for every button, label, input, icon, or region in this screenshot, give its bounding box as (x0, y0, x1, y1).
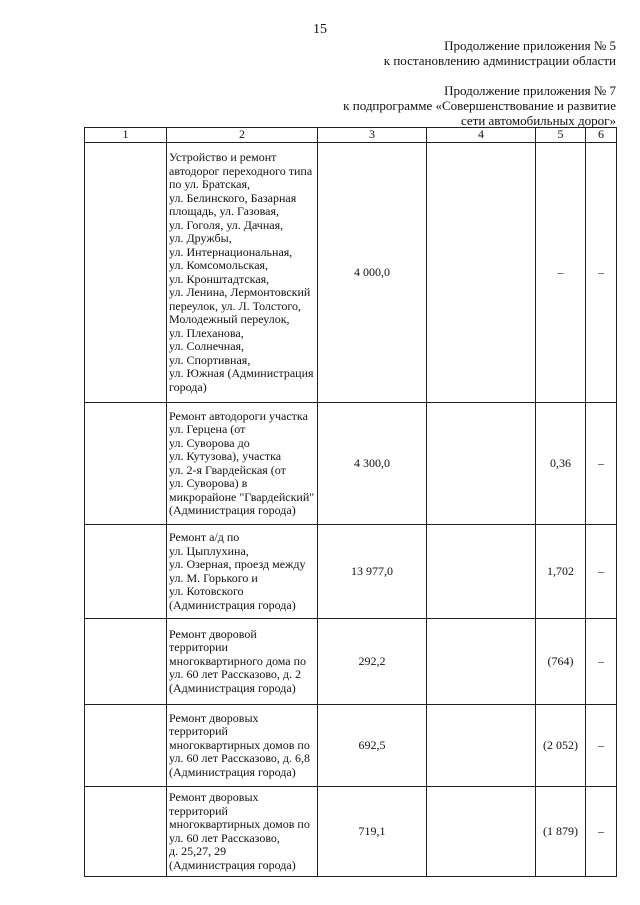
table-row (85, 705, 617, 787)
cell-col5: (2 052) (536, 705, 586, 787)
cell-amount: 719,1 (318, 787, 427, 877)
table-row (85, 403, 617, 525)
cell-col5: (764) (536, 619, 586, 705)
appendix-7-title: Продолжение приложения № 7 (444, 83, 616, 98)
column-header: 3 (318, 128, 427, 143)
cell-amount: 13 977,0 (318, 525, 427, 619)
column-header: 1 (85, 128, 167, 143)
program-table (84, 127, 617, 877)
appendix-7-subtitle-line2: сети автомобильных дорог» (460, 113, 616, 128)
cell-col6: – (586, 525, 617, 619)
cell-col4 (427, 525, 536, 619)
cell-amount: 692,5 (318, 705, 427, 787)
cell-amount: 4 300,0 (318, 403, 427, 525)
page-number: 15 (313, 22, 327, 37)
column-header: 4 (427, 128, 536, 143)
cell-description: Ремонт дворовых территорий многоквартирных домов по ул. 60 лет Рассказово, д. 6,8 (Администрация города) (167, 705, 318, 787)
cell-col1 (85, 403, 167, 525)
cell-description: Ремонт дворовой территории многоквартирного дома по ул. 60 лет Рассказово, д. 2 (Администрация города) (167, 619, 318, 705)
cell-col1 (85, 787, 167, 877)
appendix-7-subtitle-line1: к подпрограмме «Совершенствование и развитие (343, 98, 616, 113)
cell-amount: 292,2 (318, 619, 427, 705)
cell-col5: – (536, 143, 586, 403)
cell-col5: 0,36 (536, 403, 586, 525)
cell-col1 (85, 143, 167, 403)
cell-col6: – (586, 143, 617, 403)
cell-col1 (85, 705, 167, 787)
cell-col6: – (586, 787, 617, 877)
cell-description: Ремонт дворовых территорий многоквартирных домов по ул. 60 лет Рассказово, д. 25,27, 29 (Администрация города) (167, 787, 318, 877)
cell-col4 (427, 619, 536, 705)
column-header: 6 (586, 128, 617, 143)
cell-col1 (85, 525, 167, 619)
table-row (85, 143, 617, 403)
cell-amount: 4 000,0 (318, 143, 427, 403)
cell-col5: 1,702 (536, 525, 586, 619)
cell-description: Устройство и ремонт автодорог переходного типа по ул. Братская, ул. Белинского, Базарная площадь, ул. Газовая, ул. Гоголя, ул. Дачная, ул. Дружбы, ул. Интернациональная, ул. Комсомольская, ул. Кронштадтская, ул. Ленина, Лермонтовский переулок, ул. Л. Толстого, Молодежный переулок, ул. Плеханова, ул. Солнечная, ул. Спортивная, ул. Южная (Администрация города) (167, 143, 318, 403)
appendix-7-caption (343, 83, 616, 128)
cell-col4 (427, 705, 536, 787)
appendix-5-subtitle: к постановлению администрации области (383, 53, 616, 68)
cell-col4 (427, 403, 536, 525)
cell-col4 (427, 787, 536, 877)
cell-col4 (427, 143, 536, 403)
appendix-5-caption (384, 38, 616, 68)
cell-description: Ремонт автодороги участка ул. Герцена (от ул. Суворова до ул. Кутузова), участка ул. 2-я Гвардейская (от ул. Суворова) в микрорайоне "Гвардейский" (Администрация города) (167, 403, 318, 525)
cell-col6: – (586, 403, 617, 525)
cell-col5: (1 879) (536, 787, 586, 877)
column-number-row (85, 128, 617, 143)
table-row (85, 525, 617, 619)
column-header: 5 (536, 128, 586, 143)
column-header: 2 (167, 128, 318, 143)
cell-description: Ремонт а/д по ул. Цыплухина, ул. Озерная, проезд между ул. М. Горького и ул. Котовского (Администрация города) (167, 525, 318, 619)
cell-col1 (85, 619, 167, 705)
cell-col6: – (586, 705, 617, 787)
cell-col6: – (586, 619, 617, 705)
table-row (85, 787, 617, 877)
appendix-5-title: Продолжение приложения № 5 (444, 38, 616, 53)
table-row (85, 619, 617, 705)
